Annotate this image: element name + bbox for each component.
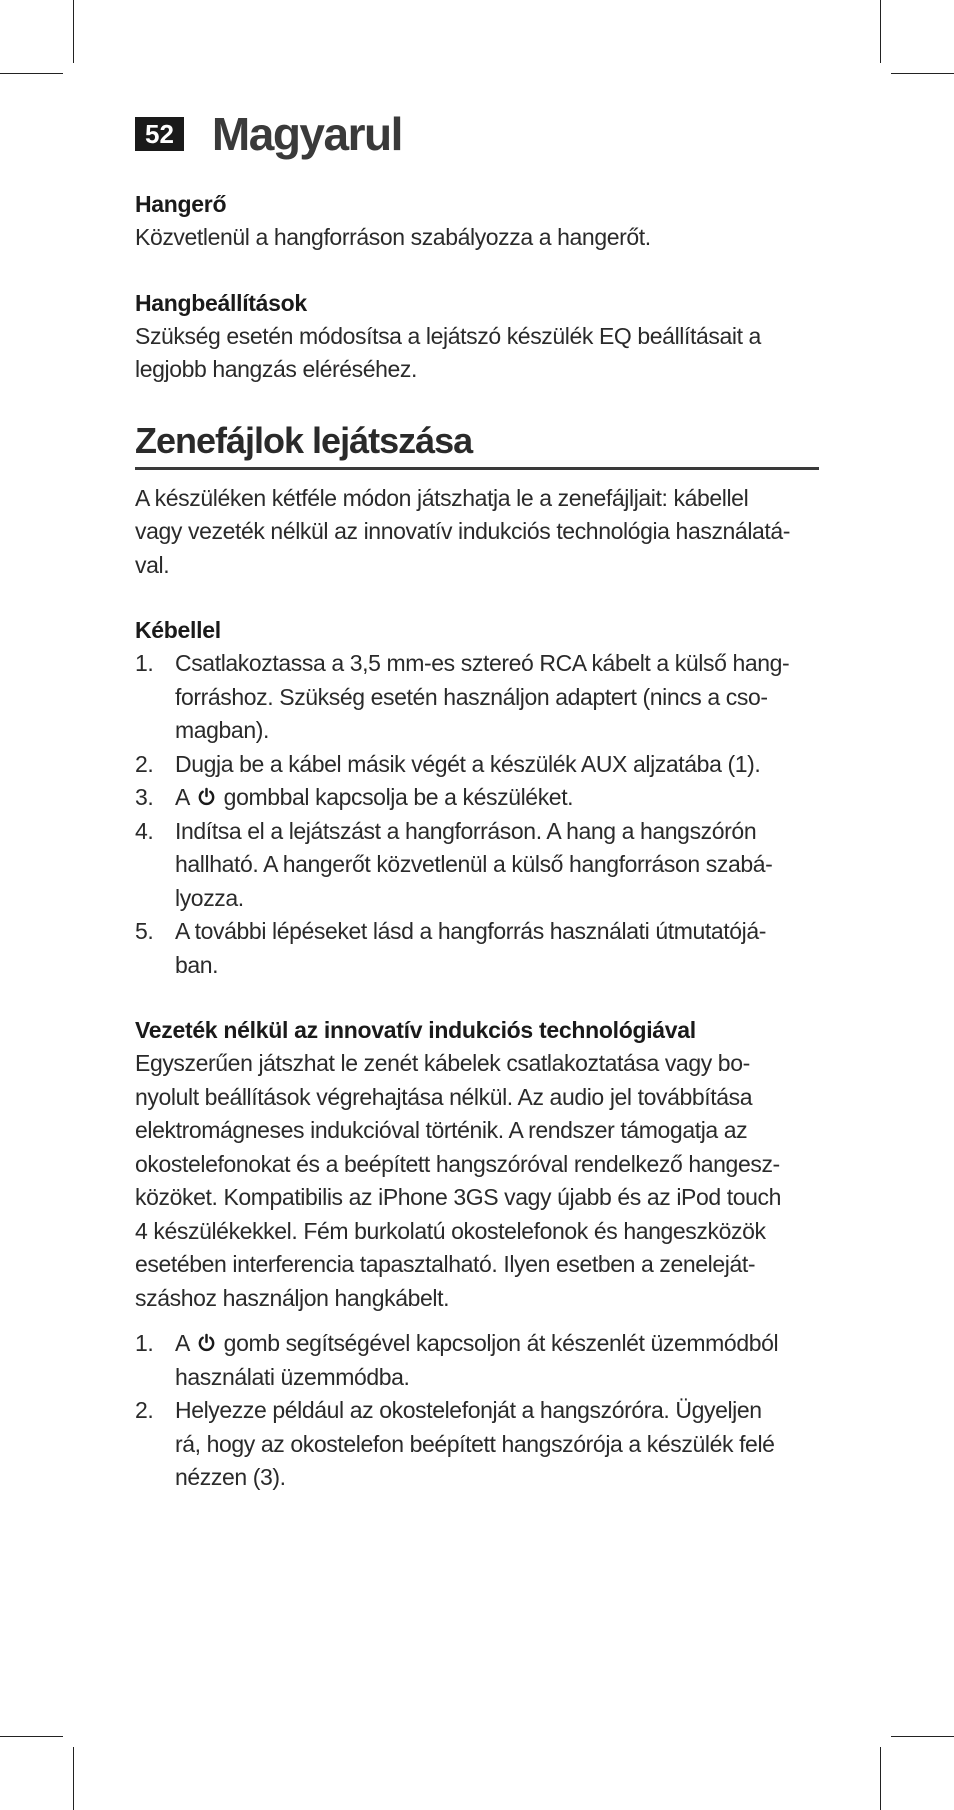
page-header xyxy=(135,108,819,160)
step-text-line: hallható. A hangerőt közvetlenül a külső hangforráson szabá- xyxy=(175,851,773,877)
sound-settings-heading: Hangbeállítások xyxy=(135,289,307,316)
step-number: 2. xyxy=(135,1397,154,1423)
crop-mark xyxy=(0,1736,63,1737)
playback-intro-line: val. xyxy=(135,551,170,578)
power-icon xyxy=(197,1333,216,1353)
step-number: 2. xyxy=(135,750,154,777)
list-item xyxy=(135,781,819,815)
list-item xyxy=(135,1327,819,1394)
step-text-line: rá, hogy az okostelefon beépített hangszórója a készülék felé xyxy=(175,1430,775,1457)
step-number: 1. xyxy=(135,650,154,676)
cable-steps xyxy=(135,647,819,982)
wireless-heading: Vezeték nélkül az innovatív indukciós technológiával xyxy=(135,1017,696,1043)
page-number: 52 xyxy=(135,117,184,151)
wireless-text-line: 4 készülékekkel. Fém burkolatú okostelefonok és hangeszközök xyxy=(135,1217,766,1244)
wireless-text-line: Egyszerűen játszhat le zenét kábelek csatlakoztatása vagy bo- xyxy=(135,1050,750,1076)
crop-mark xyxy=(73,1747,74,1810)
step-text-line: forráshoz. Szükség esetén használjon adaptert (nincs a cso- xyxy=(175,683,768,710)
step-text: gombbal kapcsolja be a készüléket. xyxy=(223,784,574,810)
step-text-line: ban. xyxy=(175,951,219,978)
list-item xyxy=(135,1394,819,1495)
crop-mark xyxy=(891,1736,954,1737)
wireless-text-line: okostelefonokat és a beépített hangszóróval rendelkező hangesz- xyxy=(135,1150,780,1177)
step-text-line: A további lépéseket lásd a hangforrás használati útmutatójá- xyxy=(175,918,766,944)
step-text-line: Dugja be a kábel másik végét a készülék AUX aljzatába (1). xyxy=(175,750,761,777)
list-item xyxy=(135,647,819,748)
step-text-line: nézzen (3). xyxy=(175,1464,286,1490)
crop-mark xyxy=(73,0,74,63)
step-text: A xyxy=(175,1330,189,1356)
crop-mark xyxy=(0,73,63,74)
section-title: Zenefájlok lejátszása xyxy=(135,417,819,470)
step-text-line: Helyezze például az okostelefonját a hangszóróra. Ügyeljen xyxy=(175,1397,762,1423)
step-number: 4. xyxy=(135,817,154,844)
step-text-line: Csatlakoztassa a 3,5 mm-es sztereó RCA kábelt a külső hang- xyxy=(175,650,790,676)
step-number: 5. xyxy=(135,918,154,944)
step-text: gomb segítségével kapcsoljon át készenlét üzemmódból xyxy=(223,1330,779,1356)
cable-heading: Kébellel xyxy=(135,617,221,643)
step-number: 3. xyxy=(135,784,154,810)
page-title: Magyarul xyxy=(211,108,402,160)
playback-intro-line: A készüléken kétféle módon játszhatja le a zenefájljait: kábellel xyxy=(135,484,749,511)
volume-heading: Hangerő xyxy=(135,191,227,217)
wireless-text-line: közöket. Kompatibilis az iPhone 3GS vagy újabb és az iPod touch xyxy=(135,1184,782,1210)
step-text-line: magban). xyxy=(175,717,269,743)
sound-settings-text-line: Szükség esetén módosítsa a lejátszó készülék EQ beállításait a xyxy=(135,322,761,349)
wireless-text-line: száshoz használjon hangkábelt. xyxy=(135,1284,450,1311)
volume-text: Közvetlenül a hangforráson szabályozza a hangerőt. xyxy=(135,224,651,250)
wireless-text-line: nyolult beállítások végrehajtása nélkül. Az audio jel továbbítása xyxy=(135,1083,753,1110)
playback-intro-line: vagy vezeték nélkül az innovatív indukciós technológia használatá- xyxy=(135,518,791,544)
step-text: A xyxy=(175,784,189,810)
wireless-steps xyxy=(135,1327,819,1495)
step-text-line: használati üzemmódba. xyxy=(175,1363,410,1390)
crop-mark xyxy=(880,0,881,63)
step-text-line: Indítsa el a lejátszást a hangforráson. A hang a hangszórón xyxy=(175,817,757,844)
crop-mark xyxy=(891,73,954,74)
list-item xyxy=(135,815,819,916)
wireless-text-line: esetében interferencia tapasztalható. Ilyen esetben a zeneleját- xyxy=(135,1251,756,1277)
sound-settings-text-line: legjobb hangzás eléréséhez. xyxy=(135,356,418,382)
power-icon xyxy=(197,787,216,807)
list-item xyxy=(135,748,819,782)
step-text-line: lyozza. xyxy=(175,884,244,911)
step-number: 1. xyxy=(135,1330,154,1356)
crop-mark xyxy=(880,1747,881,1810)
page-content xyxy=(135,108,819,1495)
wireless-text-line: elektromágneses indukcióval történik. A rendszer támogatja az xyxy=(135,1117,748,1143)
list-item xyxy=(135,915,819,982)
